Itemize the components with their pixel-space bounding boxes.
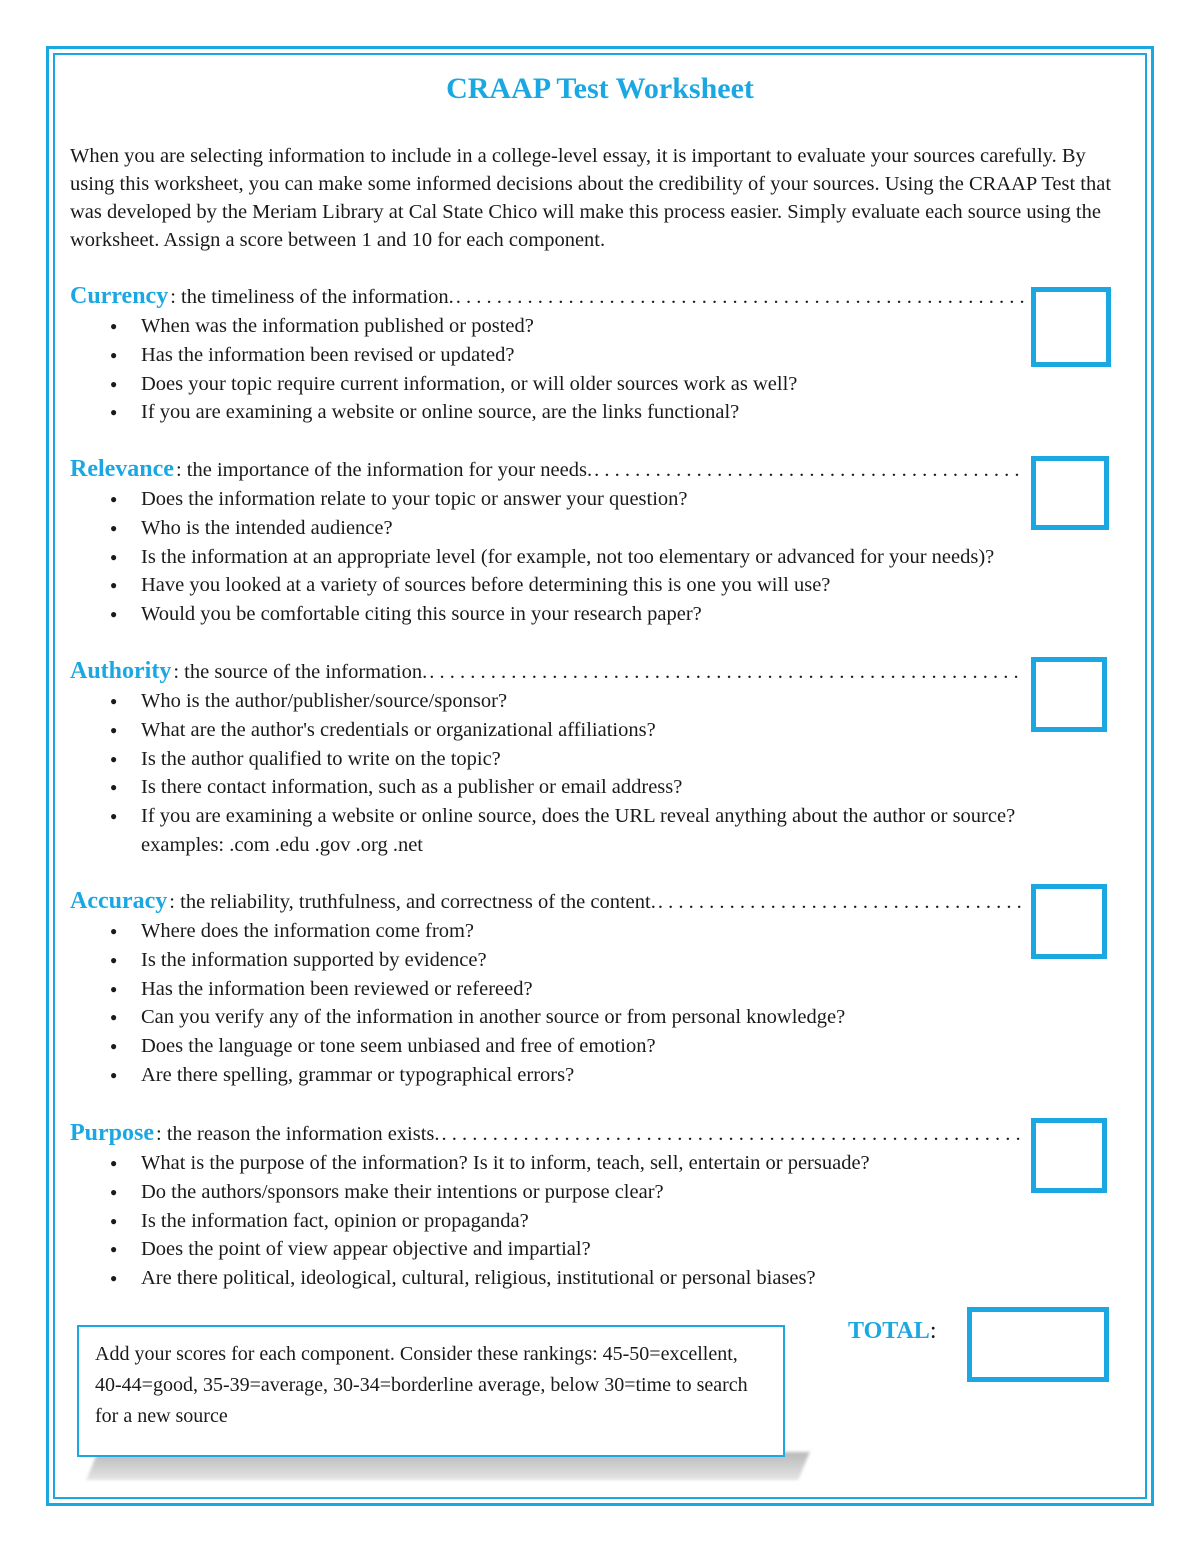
question-item: ● When was the information published or posted? xyxy=(70,312,1130,341)
question-item: ● Who is the intended audience? xyxy=(70,514,1130,543)
section-relevance xyxy=(70,454,1130,629)
page-title: CRAAP Test Worksheet xyxy=(446,72,754,105)
leader-dots xyxy=(429,657,1025,687)
question-item: ● Is the information supported by evidence? xyxy=(70,946,1130,975)
section-accuracy xyxy=(70,886,1130,1090)
question-item: ● Is the information fact, opinion or propaganda? xyxy=(70,1207,1130,1236)
question-list xyxy=(70,917,1130,1090)
total-score-box[interactable] xyxy=(967,1307,1109,1382)
question-item: ● Does the language or tone seem unbiased and free of emotion? xyxy=(70,1032,1130,1061)
question-item: ● Are there political, ideological, cultural, religious, institutional or personal biases? xyxy=(70,1264,1130,1293)
section-heading xyxy=(70,454,1025,485)
total-label xyxy=(848,1318,936,1345)
section-name: Authority xyxy=(70,658,172,684)
leader-dots xyxy=(456,282,1025,312)
question-item: ● Is the information at an appropriate level (for example, not too elementary or advanced for your needs)? xyxy=(70,543,1130,572)
question-item: ● If you are examining a website or online source, are the links functional? xyxy=(70,398,1130,427)
total-label-text: TOTAL xyxy=(848,1318,930,1344)
question-item: ● Has the information been revised or updated? xyxy=(70,341,1130,370)
question-list xyxy=(70,312,1130,427)
question-item: ● Is there contact information, such as a publisher or email address? xyxy=(70,773,1130,802)
relevance-score-box[interactable] xyxy=(1031,456,1109,530)
section-name: Currency xyxy=(70,283,169,309)
question-item: ● Has the information been reviewed or refereed? xyxy=(70,975,1130,1004)
section-name: Accuracy xyxy=(70,888,168,914)
question-item: ● If you are examining a website or online source, does the URL reveal anything about the author or source? examples: .com .edu .gov .org .net xyxy=(70,802,1081,860)
section-heading xyxy=(70,1118,1025,1149)
scoring-note: Add your scores for each component. Consider these rankings: 45-50=excellent, 40-44=good, 35-39=average, 30-34=borderline average, below 30=time to search for a new source xyxy=(77,1325,785,1457)
question-list xyxy=(70,1149,1130,1293)
question-item: ● What are the author's credentials or organizational affiliations? xyxy=(70,716,1130,745)
section-purpose xyxy=(70,1118,1130,1293)
leader-dots xyxy=(594,455,1025,485)
question-item: ● Are there spelling, grammar or typographical errors? xyxy=(70,1061,1130,1090)
authority-score-box[interactable] xyxy=(1031,657,1107,732)
question-list xyxy=(70,485,1130,629)
question-item: ● What is the purpose of the information? Is it to inform, teach, sell, entertain or persuade? xyxy=(70,1149,1130,1178)
question-item: ● Does the point of view appear objective and impartial? xyxy=(70,1235,1130,1264)
question-item: ● Where does the information come from? xyxy=(70,917,1130,946)
total-label-colon: : xyxy=(929,1318,937,1344)
section-description: : the importance of the information for your needs. xyxy=(175,459,593,481)
section-heading xyxy=(70,886,1025,917)
question-item: ● Does your topic require current information, or will older sources work as well? xyxy=(70,370,1130,399)
question-item: ● Is the author qualified to write on the topic? xyxy=(70,745,1130,774)
question-item: ● Do the authors/sponsors make their intentions or purpose clear? xyxy=(70,1178,1130,1207)
section-description: : the reason the information exists. xyxy=(156,1123,440,1145)
leader-dots xyxy=(442,1119,1025,1149)
question-item: ● Does the information relate to your topic or answer your question? xyxy=(70,485,1130,514)
section-name: Relevance xyxy=(70,456,174,482)
leader-dots xyxy=(658,887,1025,917)
section-description: : the reliability, truthfulness, and correctness of the content. xyxy=(169,891,656,913)
question-item: ● Would you be comfortable citing this source in your research paper? xyxy=(70,600,1130,629)
intro-paragraph: When you are selecting information to include in a college-level essay, it is important to evaluate your sources carefully. By using this worksheet, you can make some informed decisions about the credibility of your sources. Using the CRAAP Test that was developed by the Meriam Library at Cal State Chico will make this process easier. Simply evaluate each source using the worksheet. Assign a score between 1 and 10 for each component. xyxy=(70,145,1112,251)
section-description: : the timeliness of the information. xyxy=(170,286,454,308)
question-item: ● Who is the author/publisher/source/sponsor? xyxy=(70,687,1130,716)
section-heading xyxy=(70,281,1025,312)
currency-score-box[interactable] xyxy=(1031,287,1111,367)
question-item: ● Have you looked at a variety of sources before determining this is one you will use? xyxy=(70,571,1130,600)
section-currency xyxy=(70,281,1130,427)
question-list xyxy=(70,687,1130,860)
section-name: Purpose xyxy=(70,1120,154,1146)
section-heading xyxy=(70,656,1025,687)
section-authority xyxy=(70,656,1130,860)
accuracy-score-box[interactable] xyxy=(1031,884,1107,959)
section-description: : the source of the information. xyxy=(173,661,428,683)
purpose-score-box[interactable] xyxy=(1031,1118,1107,1193)
question-item: ● Can you verify any of the information in another source or from personal knowledge? xyxy=(70,1003,1130,1032)
